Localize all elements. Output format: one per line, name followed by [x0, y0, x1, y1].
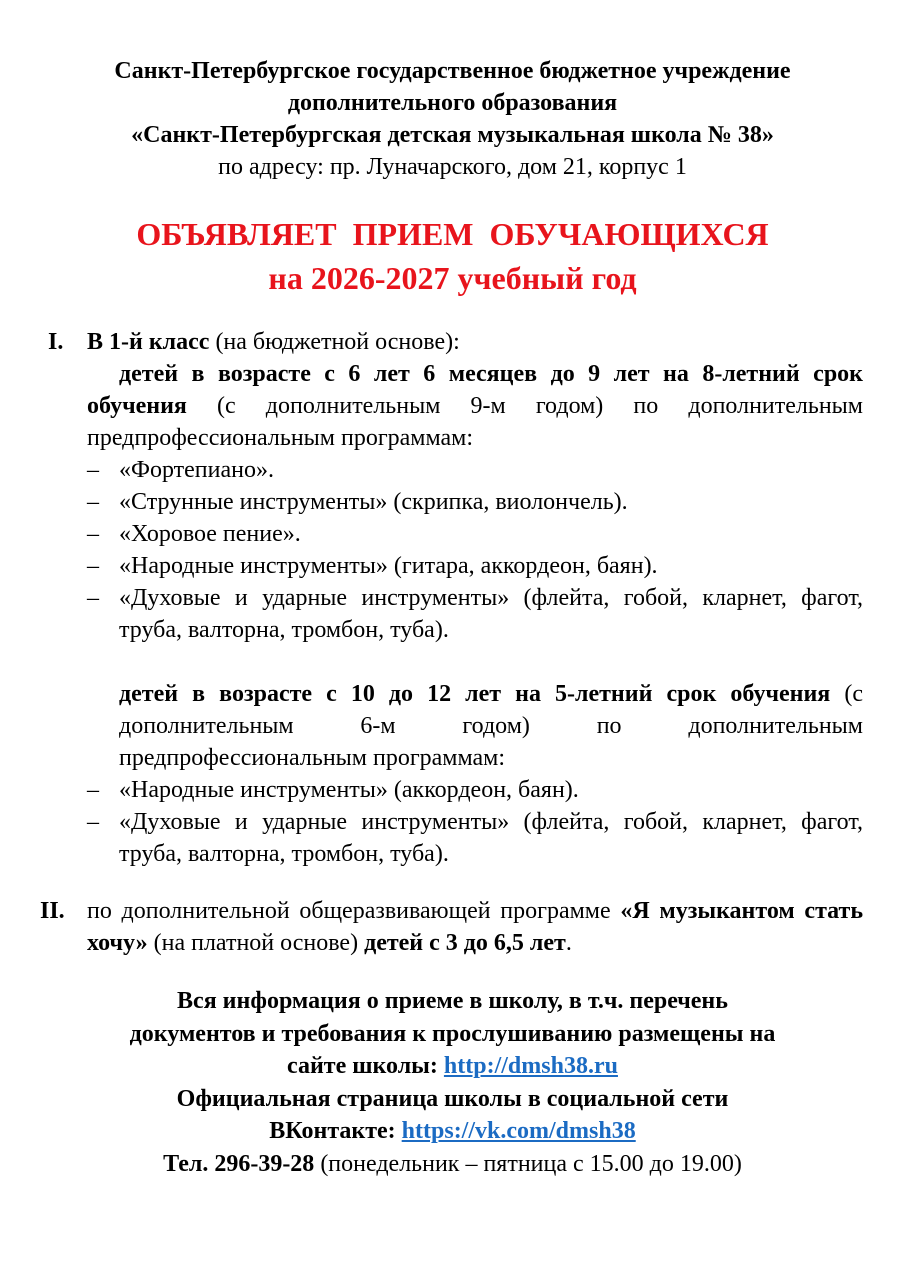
list-item-text: «Народные инструменты» (гитара, аккордеон, баян).	[119, 553, 658, 579]
vk-link[interactable]: https://vk.com/dmsh38	[401, 1118, 636, 1144]
section-1-number: I.	[48, 329, 64, 355]
vk-label: ВКонтакте:	[269, 1118, 402, 1144]
dash-bullet: –	[87, 809, 99, 835]
group-1-intro	[87, 358, 863, 454]
dash-bullet: –	[87, 521, 99, 547]
footer-info	[40, 985, 865, 1180]
section-1-title	[87, 326, 863, 358]
dash-bullet: –	[87, 553, 99, 579]
vk-line-1: Официальная страница школы в социальной сети	[176, 1085, 729, 1112]
section-2-text-1: по дополнительной общеразвивающей программе	[87, 898, 621, 924]
list-item	[87, 774, 863, 806]
site-label: сайте школы:	[287, 1053, 444, 1079]
header-address: по адресу: пр. Луначарского, дом 21, корпус 1	[218, 154, 687, 180]
phone-number: Тел. 296-39-28	[163, 1150, 315, 1177]
list-item-text: «Народные инструменты» (аккордеон, баян).	[119, 777, 579, 803]
section-2-number: II.	[40, 898, 65, 924]
list-item-text: «Духовые и ударные инструменты» (флейта, гобой, кларнет, фагот, труба, валторна, тромбон, туба).	[119, 585, 863, 643]
announcement-title	[40, 212, 865, 300]
list-item	[87, 486, 863, 518]
announcement-line-2: на 2026-2027 учебный год	[268, 260, 637, 296]
dash-bullet: –	[87, 457, 99, 483]
dash-bullet: –	[87, 777, 99, 803]
site-link[interactable]: http://dmsh38.ru	[443, 1053, 618, 1079]
group-1-intro-rest: (с дополнительным 9-м годом) по дополнительным предпрофессиональным программам:	[87, 393, 863, 451]
vk-line-2	[40, 1115, 865, 1148]
group-1-intro-bold: детей в возрасте с 6 лет 6 месяцев до 9 лет на 8-летний срок обучения	[87, 361, 863, 419]
section-2	[87, 895, 863, 959]
section-1-title-rest: (на бюджетной основе):	[209, 329, 460, 355]
list-item-text: «Струнные инструменты» (скрипка, виолончель).	[119, 489, 628, 515]
section-1-title-bold: В 1-й класс	[87, 329, 210, 355]
dash-bullet: –	[87, 585, 99, 611]
phone-line	[40, 1148, 865, 1181]
list-item	[87, 550, 863, 582]
list-item	[87, 806, 863, 870]
header-line-3: «Санкт-Петербургская детская музыкальная школа № 38»	[131, 122, 774, 148]
group-1-list	[87, 454, 863, 646]
list-item-text: «Духовые и ударные инструменты» (флейта, гобой, кларнет, фагот, труба, валторна, тромбон, туба).	[119, 809, 863, 867]
list-item	[87, 582, 863, 646]
header	[40, 55, 865, 183]
list-item	[87, 518, 863, 550]
info-line-1: Вся информация о приеме в школу, в т.ч. перечень	[177, 988, 728, 1014]
group-2-intro-bold: детей в возрасте с 10 до 12 лет на 5-летний срок обучения	[119, 681, 831, 707]
group-2-intro	[87, 678, 863, 774]
phone-hours: (понедельник – пятница с 15.00 до 19.00)	[314, 1150, 742, 1177]
section-2-program-name: «Я музыкантом стать хочу»	[87, 898, 864, 956]
spacer	[87, 646, 863, 678]
announcement-line-1: ОБЪЯВЛЯЕТ ПРИЕМ ОБУЧАЮЩИХСЯ	[136, 216, 769, 252]
header-line-2: дополнительного образования	[287, 90, 618, 116]
list-item-text: «Фортепиано».	[119, 457, 274, 483]
info-line-2: документов и требования к прослушиванию размещены на	[129, 1020, 776, 1047]
section-2-age: детей с 3 до 6,5 лет	[364, 930, 566, 956]
site-line	[40, 1050, 865, 1083]
list-item-text: «Хоровое пение».	[119, 521, 301, 547]
list-item	[87, 454, 863, 486]
section-2-text-2: (на платной основе)	[147, 930, 365, 956]
dash-bullet: –	[87, 489, 99, 515]
header-line-1: Санкт-Петербургское государственное бюджетное учреждение	[114, 58, 791, 84]
group-2-list	[87, 774, 863, 870]
section-1	[87, 326, 863, 870]
section-2-text-end: .	[565, 930, 572, 956]
group-2-intro-rest: (с дополнительным 6-м годом) по дополнительным предпрофессиональным программам:	[119, 681, 863, 771]
